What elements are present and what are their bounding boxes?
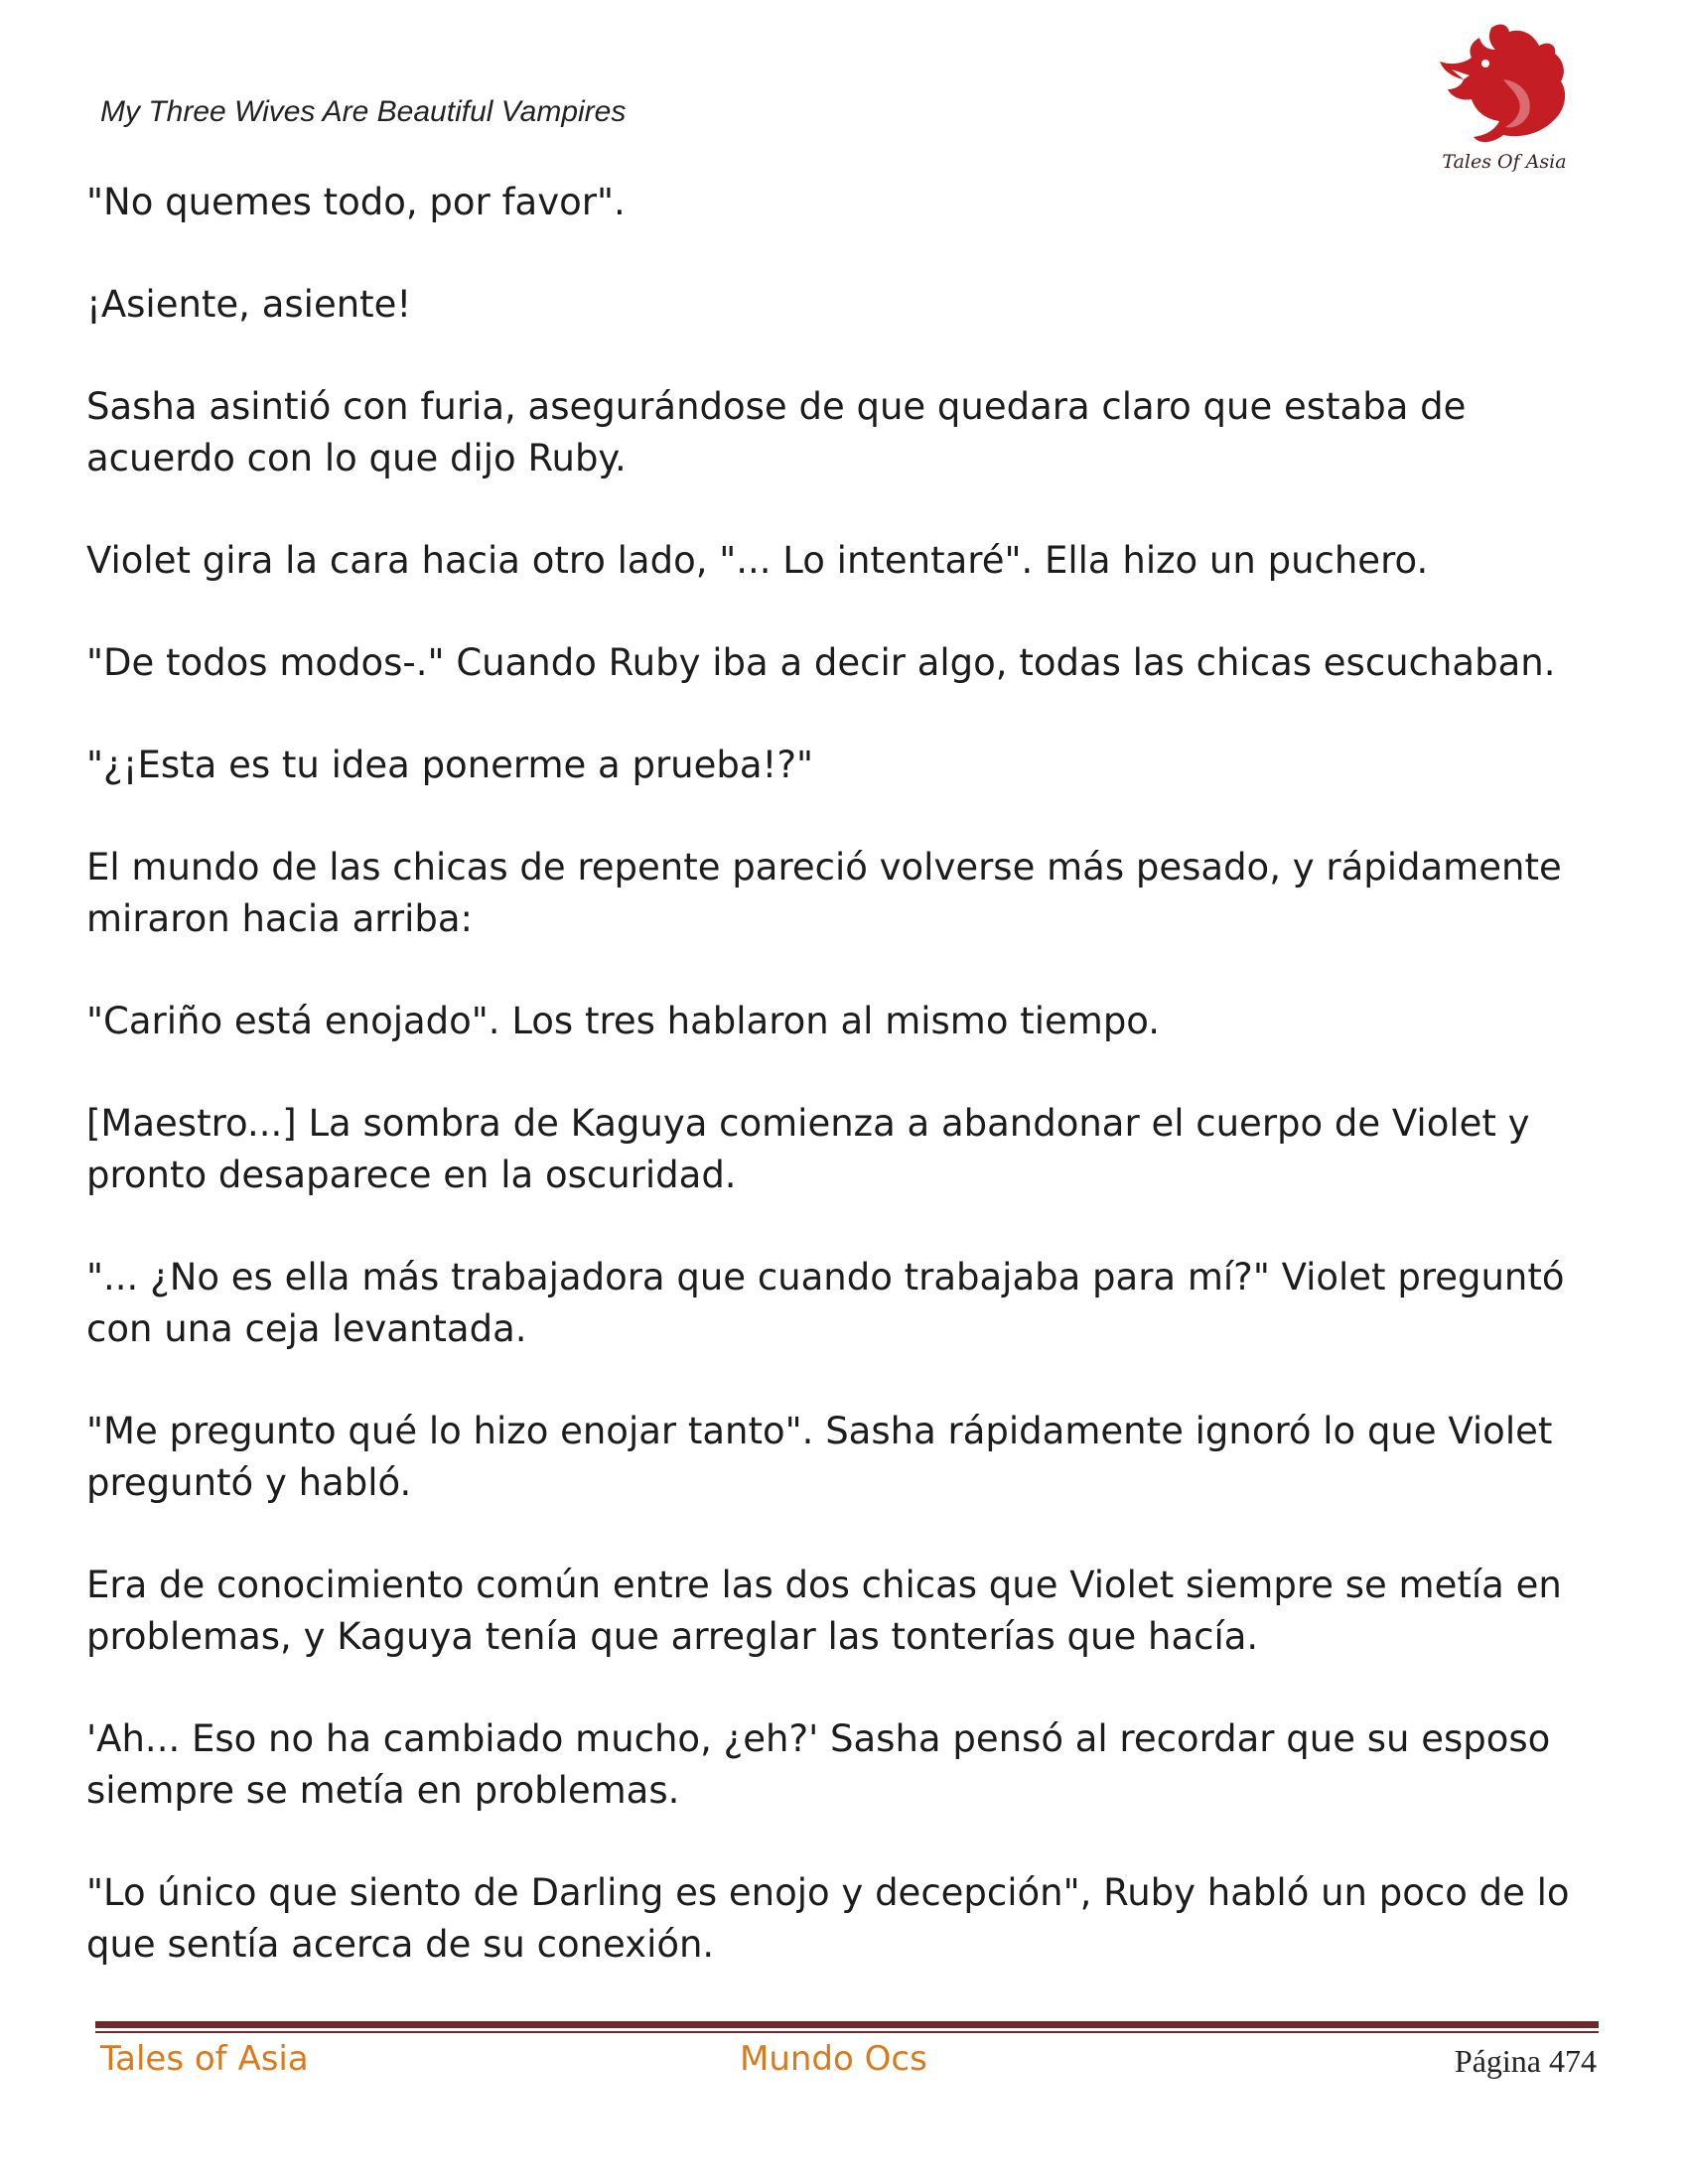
paragraph: "Cariño está enojado". Los tres hablaron al mismo tiempo. <box>86 1000 1161 1042</box>
book-title: My Three Wives Are Beautiful Vampires <box>100 95 627 128</box>
paragraph: "¿¡Esta es tu idea ponerme a prueba!?" <box>86 744 814 786</box>
paragraph: ¡Asiente, asiente! <box>86 283 412 326</box>
paragraph: "No quemes todo, por favor". <box>86 181 626 223</box>
paragraph: El mundo de las chicas de repente pareció volverse más pesado, y rápidamente miraron hacia arriba: <box>86 846 1562 940</box>
paragraph: [Maestro...] La sombra de Kaguya comienza a abandonar el cuerpo de Violet y pronto desaparece en la oscuridad. <box>86 1102 1530 1196</box>
tales-of-asia-logo <box>1430 20 1579 184</box>
footer-section-name: Mundo Ocs <box>740 2039 927 2079</box>
chapter-body <box>86 177 1606 2021</box>
paragraph: Violet gira la cara hacia otro lado, "... Lo intentaré". Ella hizo un puchero. <box>86 539 1429 582</box>
dragon-icon <box>1430 20 1579 154</box>
paragraph: Era de conocimiento común entre las dos chicas que Violet siempre se metía en problemas, y Kaguya tenía que arreglar las tonterías que hacía. <box>86 1564 1562 1658</box>
paragraph: "... ¿No es ella más trabajadora que cuando trabajaba para mí?" Violet preguntó con una ceja levantada. <box>86 1256 1565 1350</box>
paragraph: Sasha asintió con furia, asegurándose de que quedara claro que estaba de acuerdo con lo que dijo Ruby. <box>86 385 1467 479</box>
logo-text: Tales Of Asia <box>1442 151 1567 173</box>
paragraph: "Lo único que siento de Darling es enojo y decepción", Ruby habló un poco de lo que sentía acerca de su conexión. <box>86 1871 1570 1966</box>
paragraph: "Me pregunto qué lo hizo enojar tanto". Sasha rápidamente ignoró lo que Violet preguntó y habló. <box>86 1410 1553 1504</box>
footer-divider <box>95 2021 1599 2033</box>
paragraph: 'Ah... Eso no ha cambiado mucho, ¿eh?' Sasha pensó al recordar que su esposo siempre se metía en problemas. <box>86 1717 1551 1812</box>
paragraph: "De todos modos-." Cuando Ruby iba a decir algo, todas las chicas escuchaban. <box>86 641 1556 684</box>
footer-site-name: Tales of Asia <box>100 2039 309 2079</box>
page-number: Página 474 <box>1454 2043 1597 2079</box>
